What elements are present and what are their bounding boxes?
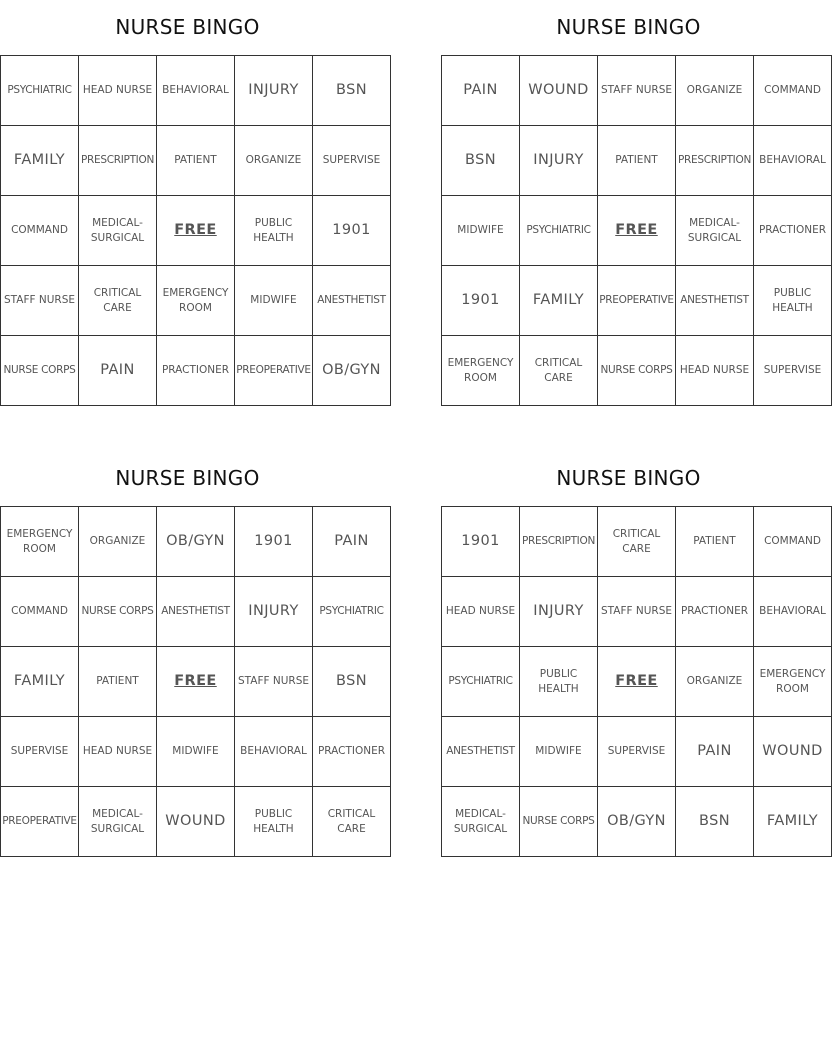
bingo-cell: FAMILY	[754, 787, 832, 857]
bingo-cell: ANESTHETIST	[157, 577, 235, 647]
bingo-cell: PREOPERATIVE	[1, 787, 79, 857]
bingo-cell: INJURY	[520, 577, 598, 647]
bingo-cell: EMERGENCY ROOM	[1, 507, 79, 577]
bingo-cell: PATIENT	[79, 647, 157, 717]
bingo-cell: NURSE CORPS	[520, 787, 598, 857]
bingo-cell: STAFF NURSE	[235, 647, 313, 717]
bingo-cell: HEAD NURSE	[79, 56, 157, 126]
bingo-cell: STAFF NURSE	[598, 577, 676, 647]
bingo-cell: PAIN	[79, 336, 157, 406]
bingo-cell: INJURY	[235, 56, 313, 126]
bingo-cell: HEAD NURSE	[676, 336, 754, 406]
card-title: NURSE BINGO	[115, 466, 260, 490]
bingo-cell: MIDWIFE	[520, 717, 598, 787]
bingo-cell: OB/GYN	[157, 507, 235, 577]
bingo-cell: PATIENT	[598, 126, 676, 196]
card-title: NURSE BINGO	[115, 15, 260, 39]
bingo-cell: MIDWIFE	[235, 266, 313, 336]
bingo-row	[442, 787, 832, 857]
bingo-cell: PRESCRIPTION	[520, 507, 598, 577]
bingo-row	[1, 787, 391, 857]
bingo-cell: 1901	[313, 196, 391, 266]
bingo-cell: FAMILY	[520, 266, 598, 336]
bingo-cell: WOUND	[157, 787, 235, 857]
card-title: NURSE BINGO	[556, 466, 701, 490]
bingo-cell: NURSE CORPS	[598, 336, 676, 406]
bingo-row	[1, 647, 391, 717]
bingo-row	[442, 647, 832, 717]
bingo-row	[1, 126, 391, 196]
bingo-cell: BEHAVIORAL	[157, 56, 235, 126]
bingo-cell: COMMAND	[754, 56, 832, 126]
bingo-cell: STAFF NURSE	[598, 56, 676, 126]
bingo-cell: NURSE CORPS	[1, 336, 79, 406]
bingo-cell: 1901	[442, 266, 520, 336]
bingo-row	[442, 126, 832, 196]
bingo-cell: PAIN	[313, 507, 391, 577]
bingo-row	[442, 336, 832, 406]
bingo-cell: EMERGENCY ROOM	[157, 266, 235, 336]
bingo-cell: ANESTHETIST	[442, 717, 520, 787]
bingo-cell: EMERGENCY ROOM	[754, 647, 832, 717]
bingo-cell: PRESCRIPTION	[79, 126, 157, 196]
bingo-cell: NURSE CORPS	[79, 577, 157, 647]
bingo-cell: BEHAVIORAL	[754, 577, 832, 647]
bingo-cell: PRACTIONER	[676, 577, 754, 647]
bingo-cell: HEAD NURSE	[79, 717, 157, 787]
bingo-cell: 1901	[442, 507, 520, 577]
bingo-cell: SUPERVISE	[313, 126, 391, 196]
bingo-card-1	[0, 0, 386, 406]
bingo-row	[1, 577, 391, 647]
card-title: NURSE BINGO	[556, 15, 701, 39]
bingo-cell: MEDICAL-SURGICAL	[676, 196, 754, 266]
bingo-cell: OB/GYN	[313, 336, 391, 406]
bingo-cell: COMMAND	[1, 577, 79, 647]
bingo-row	[442, 56, 832, 126]
bingo-cell: CRITICAL CARE	[598, 507, 676, 577]
bingo-cell: BSN	[442, 126, 520, 196]
bingo-cell: PRACTIONER	[313, 717, 391, 787]
bingo-cell: COMMAND	[754, 507, 832, 577]
bingo-row	[1, 196, 391, 266]
bingo-cell: COMMAND	[1, 196, 79, 266]
bingo-cell: PSYCHIATRIC	[313, 577, 391, 647]
bingo-cell: PREOPERATIVE	[598, 266, 676, 336]
bingo-cell: PSYCHIATRIC	[1, 56, 79, 126]
bingo-cell: STAFF NURSE	[1, 266, 79, 336]
bingo-row	[1, 507, 391, 577]
bingo-cell: ORGANIZE	[676, 56, 754, 126]
bingo-cell-free: FREE	[157, 196, 235, 266]
bingo-cell: OB/GYN	[598, 787, 676, 857]
bingo-row	[1, 336, 391, 406]
bingo-cell: BSN	[313, 647, 391, 717]
bingo-cell: PREOPERATIVE	[235, 336, 313, 406]
bingo-cell: PAIN	[676, 717, 754, 787]
bingo-cell: MIDWIFE	[442, 196, 520, 266]
bingo-cell: CRITICAL CARE	[520, 336, 598, 406]
bingo-row	[1, 266, 391, 336]
bingo-cell: HEAD NURSE	[442, 577, 520, 647]
bingo-grid	[441, 55, 832, 406]
bingo-cell: PRACTIONER	[754, 196, 832, 266]
bingo-cell: PUBLIC HEALTH	[520, 647, 598, 717]
bingo-cell: BEHAVIORAL	[754, 126, 832, 196]
bingo-cell: SUPERVISE	[754, 336, 832, 406]
bingo-cell: WOUND	[754, 717, 832, 787]
bingo-cell: ORGANIZE	[676, 647, 754, 717]
bingo-cell: INJURY	[235, 577, 313, 647]
bingo-cell: CRITICAL CARE	[79, 266, 157, 336]
bingo-grid	[0, 55, 391, 406]
bingo-cell: BEHAVIORAL	[235, 717, 313, 787]
bingo-card-2	[441, 0, 827, 406]
bingo-cell: PUBLIC HEALTH	[235, 787, 313, 857]
bingo-cell: MEDICAL-SURGICAL	[79, 787, 157, 857]
bingo-cell: ANESTHETIST	[313, 266, 391, 336]
bingo-grid	[441, 506, 832, 857]
bingo-cell: MEDICAL-SURGICAL	[442, 787, 520, 857]
bingo-cell: ORGANIZE	[79, 507, 157, 577]
bingo-cell: BSN	[676, 787, 754, 857]
bingo-row	[442, 196, 832, 266]
bingo-card-4	[441, 451, 826, 857]
bingo-cell: PSYCHIATRIC	[520, 196, 598, 266]
bingo-cell: ANESTHETIST	[676, 266, 754, 336]
bingo-cell: PUBLIC HEALTH	[235, 196, 313, 266]
bingo-cell: EMERGENCY ROOM	[442, 336, 520, 406]
bingo-cell-free: FREE	[598, 647, 676, 717]
bingo-cell: PUBLIC HEALTH	[754, 266, 832, 336]
bingo-cell: MIDWIFE	[157, 717, 235, 787]
bingo-cell-free: FREE	[598, 196, 676, 266]
bingo-cell: PSYCHIATRIC	[442, 647, 520, 717]
bingo-cell: PAIN	[442, 56, 520, 126]
bingo-cell: FAMILY	[1, 647, 79, 717]
bingo-row	[442, 266, 832, 336]
bingo-row	[442, 507, 832, 577]
bingo-cell: ORGANIZE	[235, 126, 313, 196]
bingo-card-3	[0, 451, 386, 857]
bingo-cell: CRITICAL CARE	[313, 787, 391, 857]
bingo-cell: 1901	[235, 507, 313, 577]
bingo-cell: PATIENT	[157, 126, 235, 196]
bingo-cell: INJURY	[520, 126, 598, 196]
bingo-cell: BSN	[313, 56, 391, 126]
bingo-cell: MEDICAL-SURGICAL	[79, 196, 157, 266]
bingo-row	[1, 717, 391, 787]
bingo-row	[442, 717, 832, 787]
bingo-cell: PRACTIONER	[157, 336, 235, 406]
bingo-row	[442, 577, 832, 647]
bingo-grid	[0, 506, 391, 857]
bingo-cell: PATIENT	[676, 507, 754, 577]
bingo-cell: SUPERVISE	[1, 717, 79, 787]
bingo-row	[1, 56, 391, 126]
bingo-cell: FAMILY	[1, 126, 79, 196]
bingo-cell: WOUND	[520, 56, 598, 126]
bingo-cell: SUPERVISE	[598, 717, 676, 787]
bingo-cell-free: FREE	[157, 647, 235, 717]
bingo-cell: PRESCRIPTION	[676, 126, 754, 196]
